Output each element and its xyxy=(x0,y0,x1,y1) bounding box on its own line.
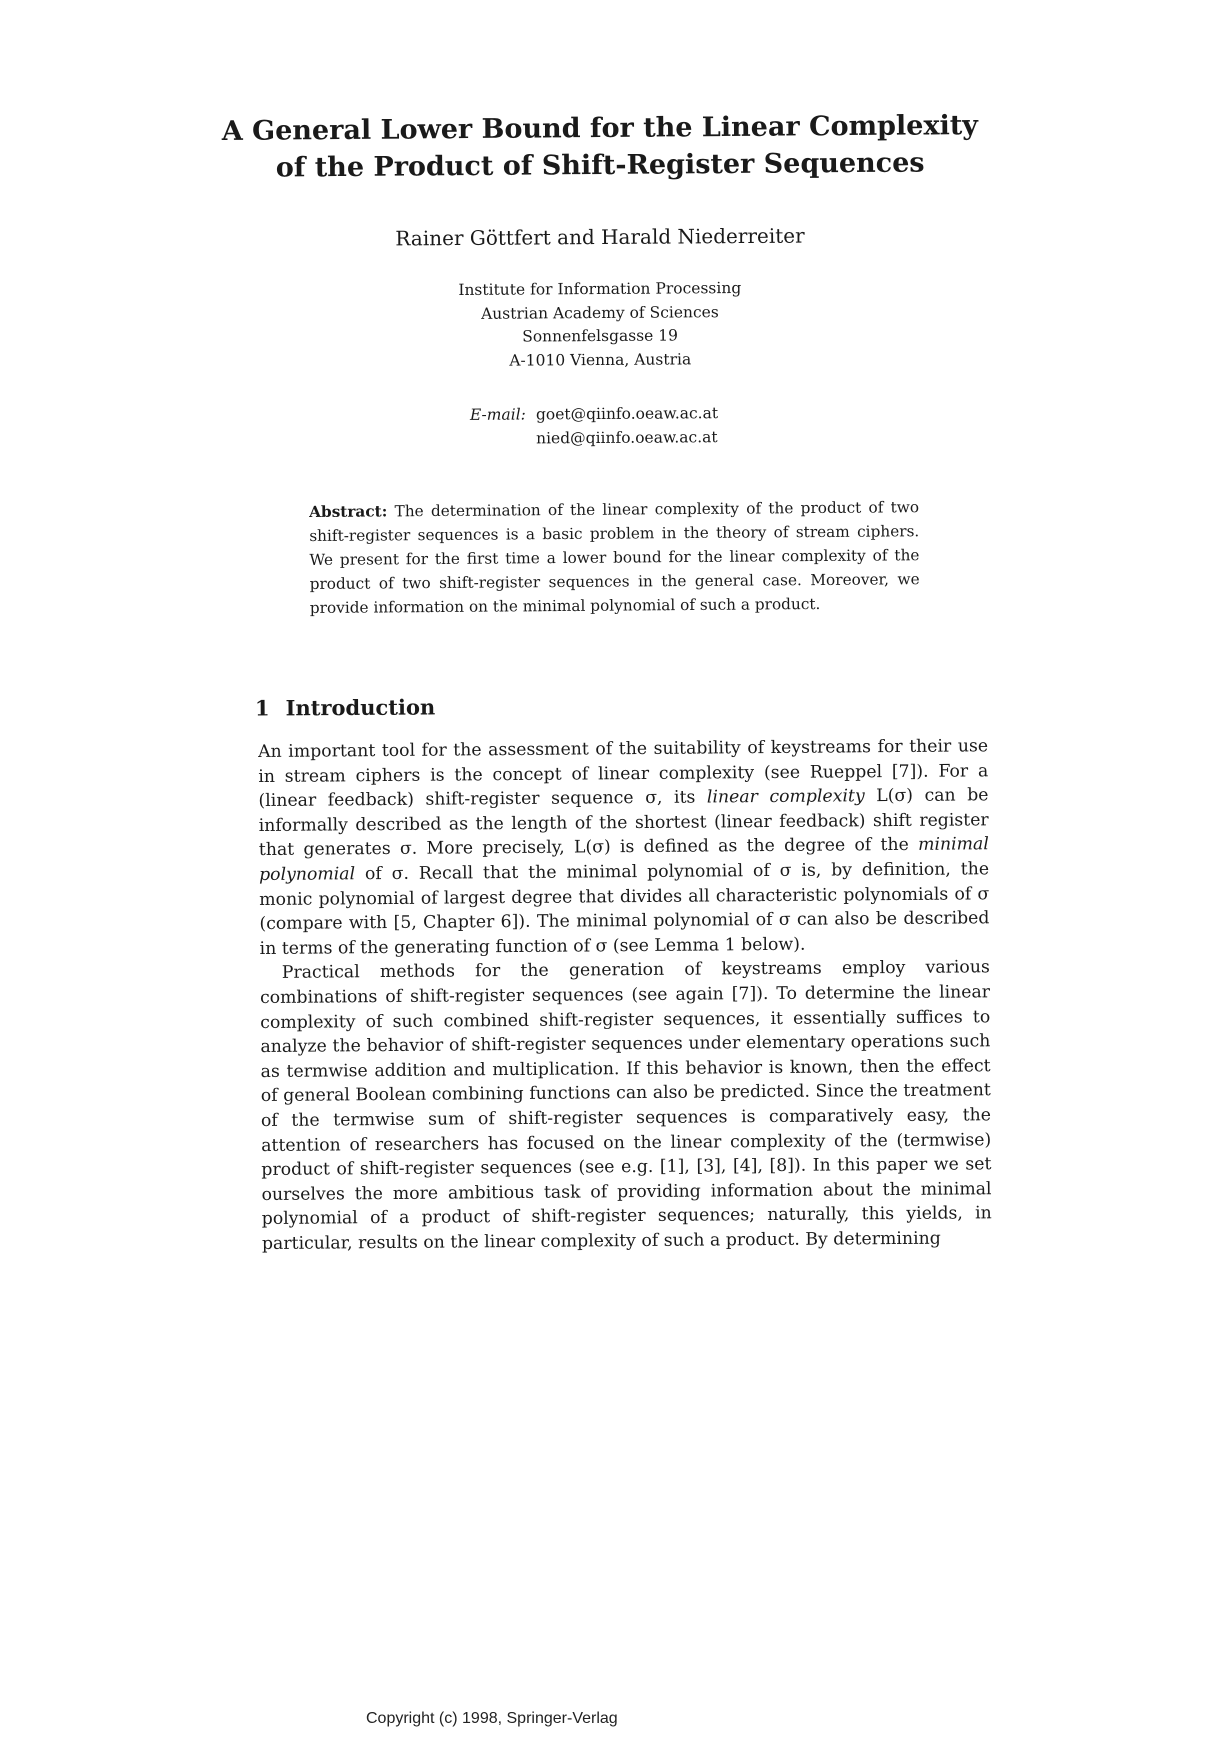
email-row xyxy=(470,425,718,451)
paragraph: Practical methods for the generation of keystreams employ various combinations of shift-register sequences (see again [7]). To determine the linear complexity of such combined shift-register sequences, it essentially suffices to analyze the behavior of shift-register sequences under elementary operations such as termwise addition and multiplication. If this behavior is known, then the effect of general Boolean combining functions can also be predicted. Since the treatment of the termwise sum of shift-register sequences is comparatively easy, the attention of researchers has focused on the linear complexity of the (termwise) product of shift-register sequences (see e.g. [1], [3], [4], [8]). In this paper we set ourselves the more ambitious task of providing information about the minimal polynomial of a product of shift-register sequences; naturally, this yields, in particular, results on the linear complexity of such a product. By determining xyxy=(259,957,992,1254)
section-title: Introduction xyxy=(285,694,436,721)
emphasized-term: minimal polynomial xyxy=(258,834,989,885)
email-address: goet@qiinfo.oeaw.ac.at xyxy=(535,404,719,424)
author-list: Rainer Göttfert and Harald Niederreiter xyxy=(395,223,805,251)
abstract xyxy=(309,495,920,620)
paper-title xyxy=(190,107,1011,187)
section-heading xyxy=(255,694,435,720)
affiliation-line: Austrian Academy of Sciences xyxy=(481,302,719,323)
email-address: nied@qiinfo.oeaw.ac.at xyxy=(536,428,718,448)
affiliation-line: Institute for Information Processing xyxy=(458,279,742,299)
emphasized-term: linear complexity xyxy=(706,786,865,808)
title-line-2: of the Product of Shift-Register Sequences xyxy=(275,147,925,184)
abstract-text: The determination of the linear complexity of the product of two shift-register sequences is a basic problem in the theory of stream ciphers. We present for the first time a lower bound for the linear complexity of the product of two shift-register sequences in the general case. Moreover, we provide information on the minimal polynomial of such a product. xyxy=(309,498,920,617)
abstract-label: Abstract: xyxy=(309,502,388,521)
body-text xyxy=(258,734,992,1256)
copyright-notice: Copyright (c) 1998, Springer-Verlag xyxy=(366,1710,618,1727)
email-row xyxy=(470,401,718,427)
affiliation-line: Sonnenfelsgasse 19 xyxy=(522,326,679,346)
affiliation-block xyxy=(380,276,821,373)
paragraph-text: of σ. Recall that the minimal polynomial of σ is, by definition, the monic polynomial of largest degree that divides all characteristic polynomials of σ (compare with [5, Chapter 6]). The minimal polynomial of σ can also be described in terms of the generating function of σ (see Lemma 1 below). xyxy=(259,859,990,959)
section-number: 1 xyxy=(254,695,270,721)
paragraph xyxy=(258,734,990,961)
email-block xyxy=(470,401,718,451)
title-line-1: A General Lower Bound for the Linear Complexity xyxy=(221,110,979,147)
paragraph-text: An important tool for the assessment of the suitability of keystreams for their use in stream ciphers is the concept of linear complexity (see Rueppel [7]). For a (linear feedback) shift-register sequence σ, its xyxy=(258,736,989,812)
affiliation-line: A-1010 Vienna, Austria xyxy=(509,349,692,370)
paragraph-text: L(σ) can be informally described as the length of the shortest (linear feedback) shift register that generates σ. More precisely, L(σ) is defined as the degree of the xyxy=(258,785,989,861)
email-label: E-mail: xyxy=(469,405,526,424)
